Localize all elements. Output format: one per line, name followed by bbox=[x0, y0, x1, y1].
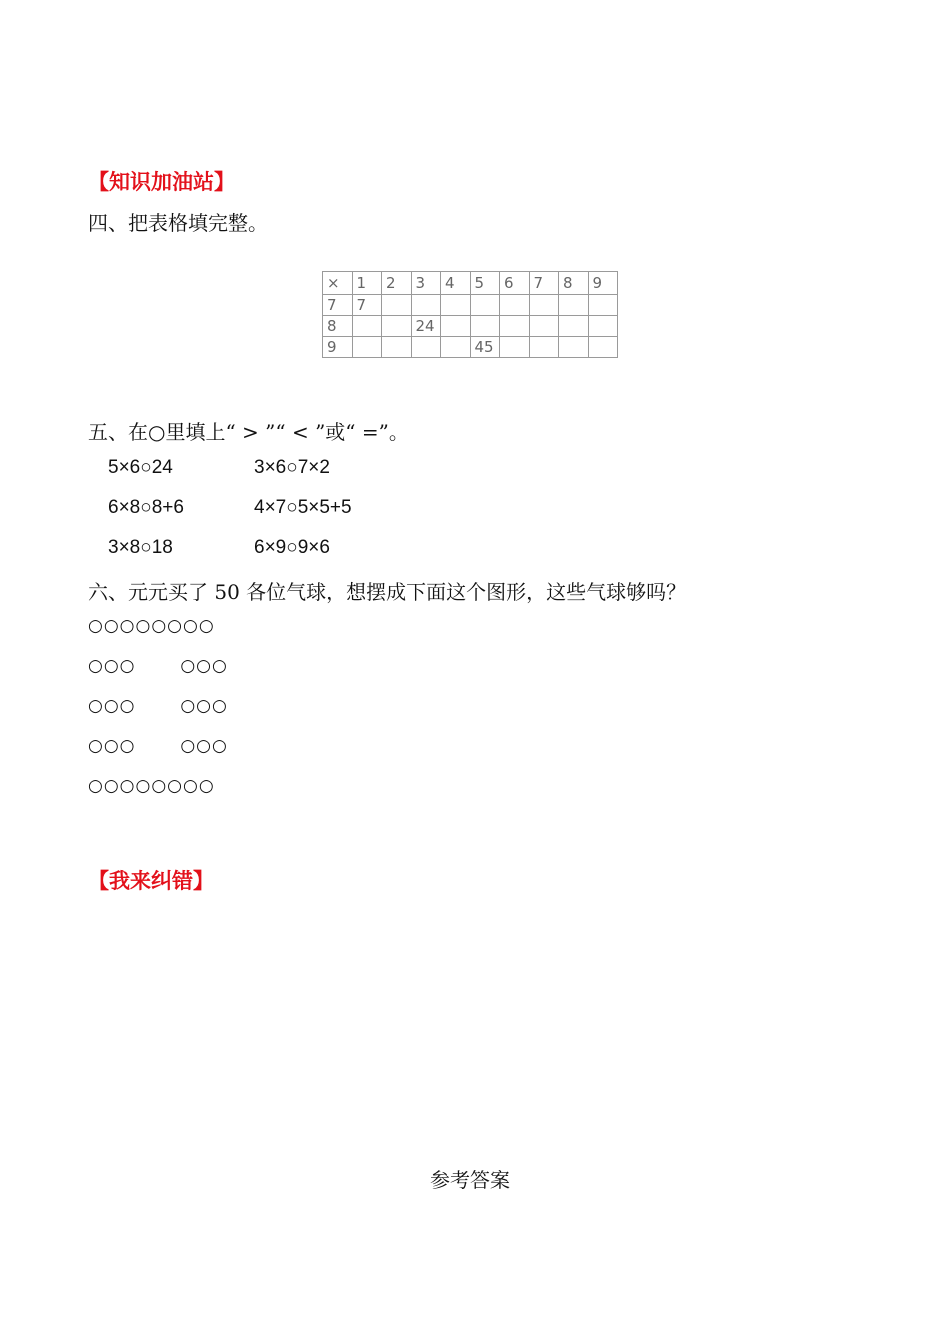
table-row bbox=[323, 316, 618, 337]
table-cell: × bbox=[323, 272, 353, 295]
comparison-item: 6×8○8+6 bbox=[108, 497, 184, 518]
table-cell: 9 bbox=[588, 272, 618, 295]
comparison-item: 6×9○9×6 bbox=[254, 537, 330, 558]
table-cell: 8 bbox=[323, 316, 353, 337]
balloon-row: ○○○ ○○○ bbox=[88, 656, 228, 676]
table-cell bbox=[382, 337, 412, 358]
table-cell bbox=[382, 295, 412, 316]
question-4-title: 四、把表格填完整。 bbox=[88, 211, 268, 235]
comparison-item: 4×7○5×5+5 bbox=[254, 497, 352, 518]
table-header-row bbox=[323, 272, 618, 295]
table-cell bbox=[382, 316, 412, 337]
table-cell bbox=[559, 337, 589, 358]
table-cell: 3 bbox=[411, 272, 441, 295]
table-cell bbox=[588, 316, 618, 337]
table-cell: 9 bbox=[323, 337, 353, 358]
table-cell bbox=[559, 295, 589, 316]
comparison-item: 5×6○24 bbox=[108, 457, 173, 478]
balloon-row: ○○○ ○○○ bbox=[88, 736, 228, 756]
table-row bbox=[323, 337, 618, 358]
balloon-row: ○○○ ○○○ bbox=[88, 696, 228, 716]
table-cell bbox=[500, 295, 530, 316]
table-cell bbox=[441, 295, 471, 316]
table-cell bbox=[588, 337, 618, 358]
section-heading-knowledge: 【知识加油站】 bbox=[88, 170, 235, 194]
table-cell bbox=[411, 337, 441, 358]
table-cell bbox=[529, 316, 559, 337]
question-6-title: 六、元元买了 50 各位气球，想摆成下面这个图形，这些气球够吗？ bbox=[88, 580, 687, 604]
table-cell bbox=[500, 316, 530, 337]
table-cell: 7 bbox=[529, 272, 559, 295]
table-cell bbox=[500, 337, 530, 358]
table-cell: 6 bbox=[500, 272, 530, 295]
table-cell bbox=[441, 337, 471, 358]
table-cell: 7 bbox=[323, 295, 353, 316]
table-cell: 7 bbox=[352, 295, 382, 316]
table-cell bbox=[352, 316, 382, 337]
table-cell: 2 bbox=[382, 272, 412, 295]
table-cell bbox=[441, 316, 471, 337]
table-cell: 24 bbox=[411, 316, 441, 337]
balloon-row: ○○○○○○○○ bbox=[88, 616, 215, 636]
table-cell bbox=[470, 295, 500, 316]
table-cell: 5 bbox=[470, 272, 500, 295]
table-cell bbox=[529, 337, 559, 358]
question-5-title: 五、在○里填上“ > ”“ < ”或“ =”。 bbox=[88, 420, 409, 444]
section-heading-corrections: 【我来纠错】 bbox=[88, 869, 214, 893]
table-cell: 45 bbox=[470, 337, 500, 358]
comparison-item: 3×8○18 bbox=[108, 537, 173, 558]
table-cell bbox=[470, 316, 500, 337]
table-row bbox=[323, 295, 618, 316]
comparison-item: 3×6○7×2 bbox=[254, 457, 330, 478]
table-cell: 1 bbox=[352, 272, 382, 295]
table-cell bbox=[352, 337, 382, 358]
table-cell: 8 bbox=[559, 272, 589, 295]
multiplication-table bbox=[322, 271, 618, 358]
balloon-row: ○○○○○○○○ bbox=[88, 776, 215, 796]
answers-title: 参考答案 bbox=[430, 1168, 510, 1192]
table-cell bbox=[529, 295, 559, 316]
table-cell bbox=[411, 295, 441, 316]
table-cell bbox=[588, 295, 618, 316]
table-cell bbox=[559, 316, 589, 337]
table-cell: 4 bbox=[441, 272, 471, 295]
